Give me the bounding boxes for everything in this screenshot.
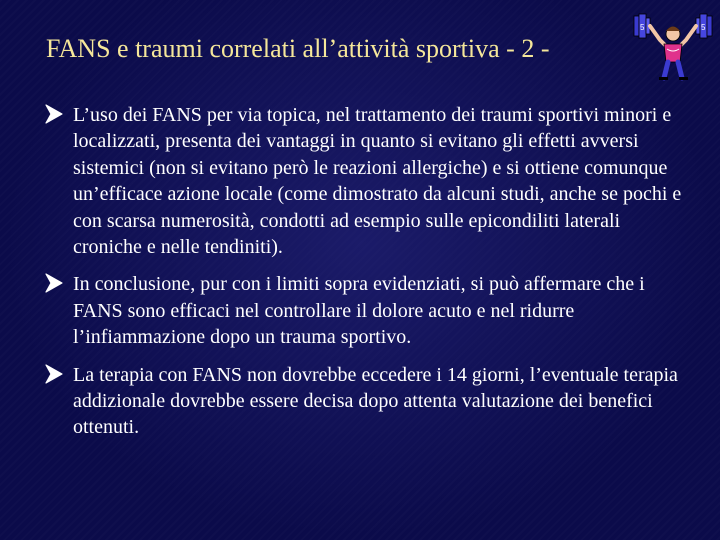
weightlifter-clipart [630,4,716,82]
arrow-bullet-icon [44,272,64,294]
slide-title: FANS e traumi correlati all’attività sportiva - 2 - [46,34,550,63]
bullet-item [44,102,684,260]
arrow-bullet-icon [44,103,64,125]
svg-text:5: 5 [640,23,645,32]
bullet-text: La terapia con FANS non dovrebbe eccedere i 14 giorni, l’eventuale terapia addizionale dovrebbe essere decisa dopo attenta valutazione dei benefici ottenuti. [73,363,678,439]
bullet-item [44,271,684,350]
arrow-bullet-icon [44,363,64,385]
svg-text:5: 5 [701,23,706,32]
bullet-text: L’uso dei FANS per via topica, nel trattamento dei traumi sportivi minori e localizzati, presenta dei vantaggi in quanto si evitano gli effetti avversi sistemici (non si evitano però le reazioni allergiche) e si ottiene comunque un’efficace azione locale (come dimostrato da alcuni studi, anche se pochi e con scarsa numerosità, condotti ad esempio sulle epicondiliti laterali croniche e nelle tendiniti). [73,104,682,259]
bullet-item [44,362,684,441]
bullet-text: In conclusione, pur con i limiti sopra evidenziati, si può affermare che i FANS sono efficaci nel controllare il dolore acuto e nel ridurre l’infiammazione dopo un trauma sportivo. [73,273,645,349]
bullet-list [44,102,684,441]
